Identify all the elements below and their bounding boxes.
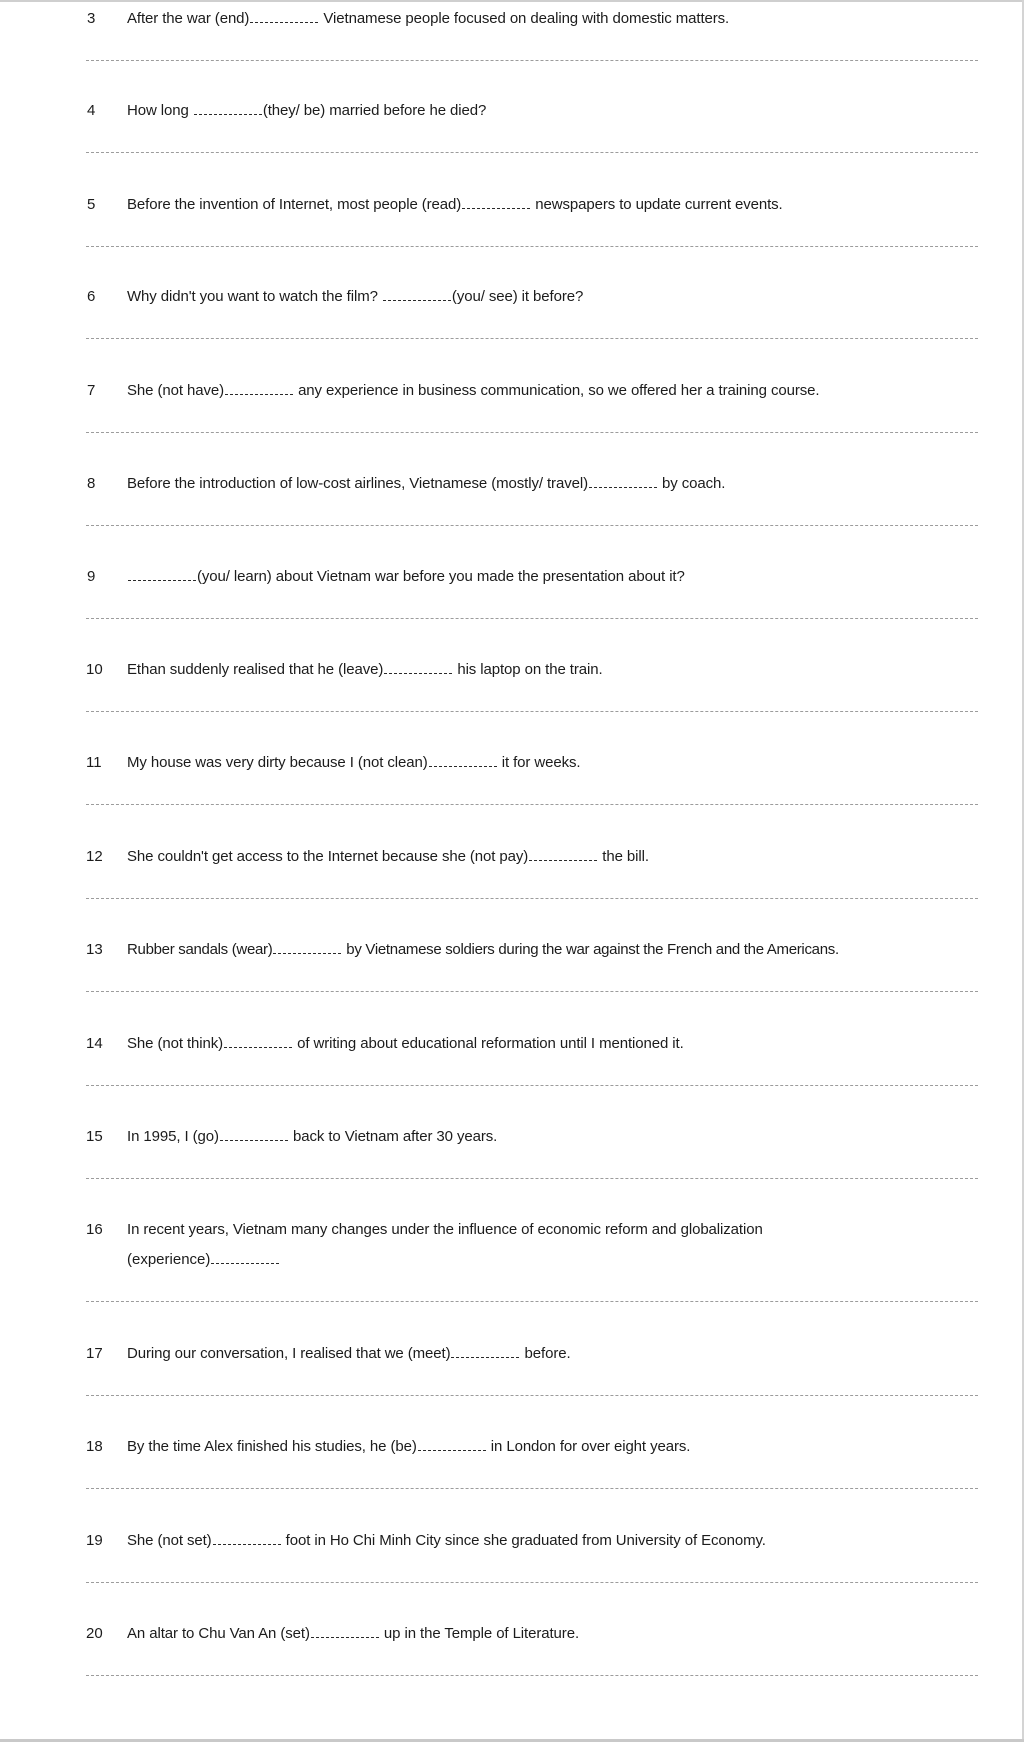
item-number: 12 — [86, 848, 103, 865]
answer-writing-line[interactable] — [86, 804, 978, 805]
answer-writing-line[interactable] — [86, 1675, 978, 1676]
sentence-after: it for weeks. — [497, 754, 581, 771]
item-sentence — [127, 381, 819, 401]
item-number: 8 — [87, 475, 96, 492]
item-sentence — [127, 1624, 579, 1644]
sentence-after: any experience in business communication, so we offered her a training course. — [294, 382, 820, 399]
answer-writing-line[interactable] — [86, 338, 978, 339]
answer-blank[interactable] — [128, 568, 196, 581]
answer-blank[interactable] — [213, 1532, 281, 1545]
item-number: 19 — [86, 1532, 103, 1549]
sentence-before: In recent years, Vietnam many changes under the influence of economic reform and globalization — [127, 1221, 763, 1238]
sentence-after: in London for over eight years. — [486, 1438, 691, 1455]
answer-writing-line[interactable] — [86, 1395, 978, 1396]
answer-blank[interactable] — [384, 661, 452, 674]
sentence-before: In 1995, I (go) — [127, 1128, 219, 1145]
sentence-after: (you/ see) it before? — [451, 288, 584, 305]
answer-blank[interactable] — [383, 288, 451, 301]
answer-writing-line[interactable] — [86, 1085, 978, 1086]
sentence-after: the bill. — [598, 848, 649, 865]
sentence-before: How long — [127, 102, 193, 119]
item-number: 5 — [87, 196, 96, 213]
answer-blank[interactable] — [194, 102, 262, 115]
item-sentence — [127, 1344, 571, 1364]
answer-writing-line[interactable] — [86, 1178, 978, 1179]
sentence-before: She couldn't get access to the Internet because she (not pay) — [127, 848, 529, 865]
item-number: 20 — [86, 1625, 103, 1642]
sentence-after: back to Vietnam after 30 years. — [288, 1128, 498, 1145]
answer-blank[interactable] — [451, 1345, 519, 1358]
item-sentence — [127, 567, 685, 587]
item-number: 7 — [87, 382, 96, 399]
sentence-before: An altar to Chu Van An (set) — [127, 1625, 310, 1642]
sentence-before: During our conversation, I realised that we (meet) — [127, 1345, 451, 1362]
item-sentence — [127, 847, 649, 867]
answer-writing-line[interactable] — [86, 991, 978, 992]
answer-writing-line[interactable] — [86, 898, 978, 899]
sentence-before: My house was very dirty because I (not clean) — [127, 754, 428, 771]
answer-blank[interactable] — [418, 1438, 486, 1451]
sentence-before: She (not have) — [127, 382, 224, 399]
item-sentence — [127, 753, 580, 773]
item-sentence — [127, 1531, 766, 1551]
sentence-before: Why didn't you want to watch the film? — [127, 288, 382, 305]
item-number: 4 — [87, 102, 96, 119]
sentence-before: Before the invention of Internet, most people (read) — [127, 196, 462, 213]
sentence-before: Ethan suddenly realised that he (leave) — [127, 661, 384, 678]
sentence-after: by Vietnamese soldiers during the war against the French and the Americans. — [342, 941, 839, 958]
item-sentence — [127, 1437, 690, 1457]
sentence-after: (they/ be) married before he died? — [262, 102, 487, 119]
answer-blank[interactable] — [250, 10, 318, 23]
item-sentence — [127, 1220, 763, 1240]
item-number: 16 — [86, 1221, 103, 1238]
answer-writing-line[interactable] — [86, 432, 978, 433]
answer-writing-line[interactable] — [86, 618, 978, 619]
sentence-after: up in the Temple of Literature. — [379, 1625, 580, 1642]
answer-writing-line[interactable] — [86, 711, 978, 712]
sentence-after: foot in Ho Chi Minh City since she graduated from University of Economy. — [281, 1532, 766, 1549]
item-sentence — [127, 101, 486, 121]
answer-blank[interactable] — [220, 1128, 288, 1141]
answer-writing-line[interactable] — [86, 1301, 978, 1302]
item-sentence-continued — [127, 1250, 280, 1270]
sentence-before: After the war (end) — [127, 10, 250, 27]
item-sentence — [127, 940, 839, 960]
item-sentence — [127, 660, 603, 680]
sentence-after: his laptop on the train. — [453, 661, 603, 678]
answer-blank[interactable] — [429, 754, 497, 767]
sentence-before: (experience) — [127, 1251, 211, 1268]
answer-blank[interactable] — [211, 1251, 279, 1264]
sentence-before: Before the introduction of low-cost airlines, Vietnamese (mostly/ travel) — [127, 475, 588, 492]
answer-blank[interactable] — [311, 1625, 379, 1638]
sentence-after: by coach. — [657, 475, 726, 492]
answer-blank[interactable] — [462, 196, 530, 209]
item-sentence — [127, 287, 583, 307]
item-number: 14 — [86, 1035, 103, 1052]
sentence-before: By the time Alex finished his studies, he (be) — [127, 1438, 417, 1455]
sentence-after: before. — [520, 1345, 571, 1362]
sentence-before: She (not think) — [127, 1035, 224, 1052]
sentence-before: Rubber sandals (wear) — [127, 941, 273, 958]
answer-writing-line[interactable] — [86, 1488, 978, 1489]
answer-blank[interactable] — [589, 475, 657, 488]
item-number: 10 — [86, 661, 103, 678]
item-number: 6 — [87, 288, 96, 305]
answer-blank[interactable] — [224, 1035, 292, 1048]
answer-blank[interactable] — [529, 848, 597, 861]
sentence-after: of writing about educational reformation until I mentioned it. — [293, 1035, 684, 1052]
answer-blank[interactable] — [273, 941, 341, 954]
item-sentence — [127, 474, 725, 494]
answer-writing-line[interactable] — [86, 525, 978, 526]
item-number: 9 — [87, 568, 96, 585]
sentence-after: (you/ learn) about Vietnam war before you made the presentation about it? — [197, 568, 685, 585]
answer-writing-line[interactable] — [86, 152, 978, 153]
item-number: 15 — [86, 1128, 103, 1145]
item-number: 3 — [87, 10, 96, 27]
item-sentence — [127, 195, 783, 215]
answer-writing-line[interactable] — [86, 1582, 978, 1583]
item-sentence — [127, 1034, 684, 1054]
sentence-after: newspapers to update current events. — [531, 196, 783, 213]
item-number: 17 — [86, 1345, 103, 1362]
page-top-edge — [0, 0, 1024, 2]
item-sentence — [127, 9, 729, 29]
item-number: 11 — [86, 754, 102, 771]
item-number: 13 — [86, 941, 103, 958]
answer-writing-line[interactable] — [86, 246, 978, 247]
answer-blank[interactable] — [225, 382, 293, 395]
item-sentence — [127, 1127, 497, 1147]
answer-writing-line[interactable] — [86, 60, 978, 61]
sentence-after: Vietnamese people focused on dealing with domestic matters. — [319, 10, 730, 27]
item-number: 18 — [86, 1438, 103, 1455]
sentence-before: She (not set) — [127, 1532, 212, 1549]
